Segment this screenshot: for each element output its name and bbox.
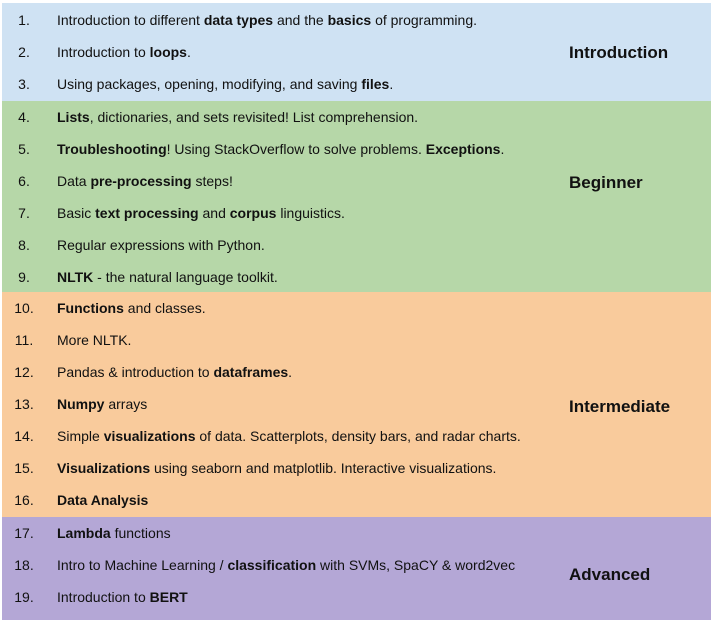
topic-row [2, 324, 711, 356]
topic-number: 2. [18, 44, 30, 60]
topic-row [2, 4, 711, 36]
topic-text: Introduction to loops. [57, 44, 191, 60]
topic-text: Troubleshooting! Using StackOverflow to solve problems. Exceptions. [57, 141, 505, 157]
topic-number: 10. [14, 300, 34, 316]
topic-row [2, 452, 711, 484]
topic-number: 8. [18, 237, 30, 253]
topic-number: 12. [14, 364, 34, 380]
topic-text: Using packages, opening, modifying, and saving files. [57, 76, 394, 92]
topic-row [2, 68, 711, 100]
section-label: Beginner [569, 173, 643, 192]
topic-number: 4. [18, 109, 30, 125]
topic-row [2, 197, 711, 229]
section-label: Intermediate [569, 397, 671, 416]
section-label: Advanced [569, 565, 651, 584]
topic-row [2, 356, 711, 388]
topic-number: 1. [18, 12, 30, 28]
topic-row [2, 229, 711, 261]
topic-number: 11. [14, 332, 34, 348]
topic-number: 3. [18, 76, 30, 92]
topic-number: 17. [14, 525, 34, 541]
topic-number: 9. [18, 269, 30, 285]
topic-row [2, 581, 711, 613]
topic-row [2, 420, 711, 452]
topic-number: 13. [14, 396, 34, 412]
topic-text: Intro to Machine Learning / classification with SVMs, SpaCY & word2vec [57, 557, 516, 573]
topic-number: 16. [14, 492, 34, 508]
section-introduction [2, 3, 711, 101]
topic-text: Numpy arrays [57, 396, 148, 412]
topic-row [2, 484, 711, 516]
topic-number: 18. [14, 557, 34, 573]
topic-text: Pandas & introduction to dataframes. [57, 364, 293, 380]
topic-number: 5. [18, 141, 30, 157]
syllabus-table [2, 3, 711, 620]
topic-text: Data Analysis [57, 492, 149, 508]
topic-text: Lists, dictionaries, and sets revisited! List comprehension. [57, 109, 419, 125]
topic-text: More NLTK. [57, 332, 132, 348]
topic-text: Data pre-processing steps! [57, 173, 233, 189]
topic-number: 15. [14, 460, 34, 476]
topic-row [2, 133, 711, 165]
topic-row [2, 261, 711, 293]
topic-text: Functions and classes. [57, 300, 206, 316]
topic-text: Lambda functions [57, 525, 171, 541]
topic-text: Introduction to different data types and the basics of programming. [57, 12, 478, 28]
topic-text: Introduction to BERT [57, 589, 188, 605]
section-advanced [2, 517, 711, 620]
section-beginner [2, 101, 711, 292]
topic-number: 19. [14, 589, 34, 605]
topic-number: 7. [18, 205, 30, 221]
topic-number: 6. [18, 173, 30, 189]
topic-row [2, 517, 711, 549]
topic-text: Regular expressions with Python. [57, 237, 265, 253]
topic-text: Basic text processing and corpus linguistics. [57, 205, 345, 221]
topic-number: 14. [14, 428, 34, 444]
topic-row [2, 101, 711, 133]
topic-row [2, 292, 711, 324]
section-intermediate [2, 292, 711, 517]
section-label: Introduction [569, 43, 669, 62]
topic-text: Visualizations using seaborn and matplotlib. Interactive visualizations. [57, 460, 497, 476]
topic-text: Simple visualizations of data. Scatterplots, density bars, and radar charts. [57, 428, 521, 444]
topic-text: NLTK - the natural language toolkit. [57, 269, 278, 285]
